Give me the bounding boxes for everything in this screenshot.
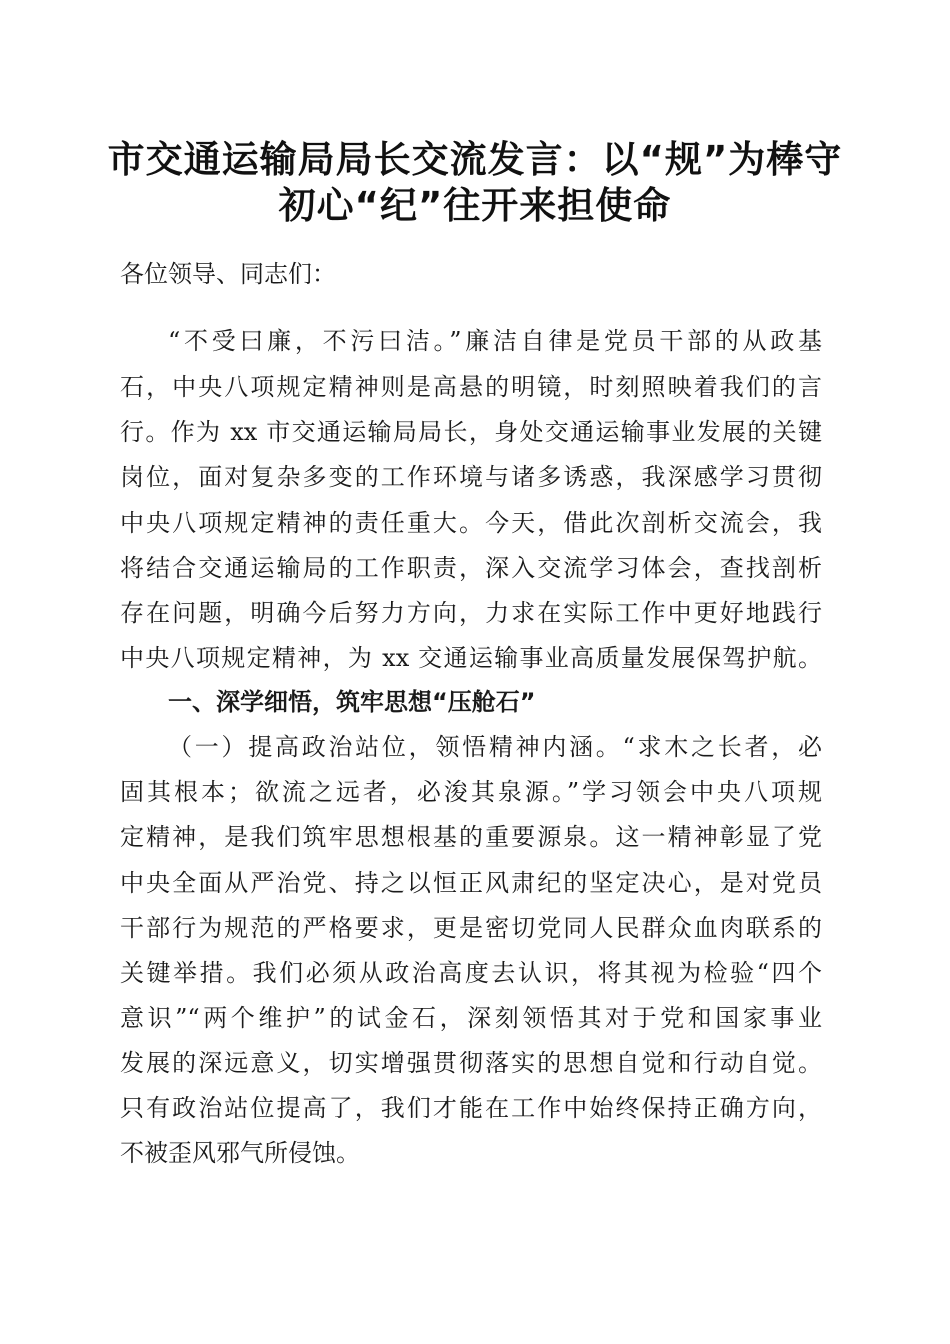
salutation: 各位领导、同志们：: [120, 260, 336, 288]
intro-line-5: 中央八项规定精神的责任重大。今天，借此次剖析交流会，我: [120, 509, 822, 537]
section-1-heading: 一、深学细悟，筑牢思想“压舱石”: [168, 688, 536, 716]
section-1-line-2: 固其根本；欲流之远者，必浚其泉源。”学习领会中央八项规: [120, 778, 822, 806]
intro-line-8: 中央八项规定精神，为 xx 交通运输事业高质量发展保驾护航。: [120, 644, 822, 672]
section-1-line-1: （一）提高政治站位，领悟精神内涵。“求木之长者，必: [168, 733, 822, 761]
section-1-line-4: 中央全面从严治党、持之以恒正风肃纪的坚定决心，是对党员: [120, 869, 822, 897]
intro-line-1: “不受曰廉，不污曰洁。”廉洁自律是党员干部的从政基: [168, 327, 822, 355]
intro-line-4: 岗位，面对复杂多变的工作环境与诸多诱惑，我深感学习贯彻: [120, 463, 822, 491]
intro-line-3: 行。作为 xx 市交通运输局局长，身处交通运输事业发展的关键: [120, 418, 822, 446]
section-1-line-3: 定精神，是我们筑牢思想根基的重要源泉。这一精神彰显了党: [120, 823, 822, 851]
intro-line-7: 存在问题，明确今后努力方向，力求在实际工作中更好地践行: [120, 599, 822, 627]
section-1-line-6: 关键举措。我们必须从政治高度去认识，将其视为检验“四个: [120, 959, 822, 987]
document-title-line-2: 初心“纪”往开来担使命: [278, 184, 672, 227]
document-title-line-1: 市交通运输局局长交流发言：以“规”为棒守: [107, 138, 843, 181]
intro-line-6: 将结合交通运输局的工作职责，深入交流学习体会，查找剖析: [120, 554, 822, 582]
section-1-line-7: 意识”“两个维护”的试金石，深刻领悟其对于党和国家事业: [120, 1004, 822, 1032]
section-1-line-8: 发展的深远意义，切实增强贯彻落实的思想自觉和行动自觉。: [120, 1049, 822, 1077]
section-1-line-9: 只有政治站位提高了，我们才能在工作中始终保持正确方向，: [120, 1094, 822, 1122]
section-1-line-10: 不被歪风邪气所侵蚀。: [120, 1139, 360, 1167]
section-1-line-5: 干部行为规范的严格要求，更是密切党同人民群众血肉联系的: [120, 914, 822, 942]
intro-line-2: 石，中央八项规定精神则是高悬的明镜，时刻照映着我们的言: [120, 373, 822, 401]
